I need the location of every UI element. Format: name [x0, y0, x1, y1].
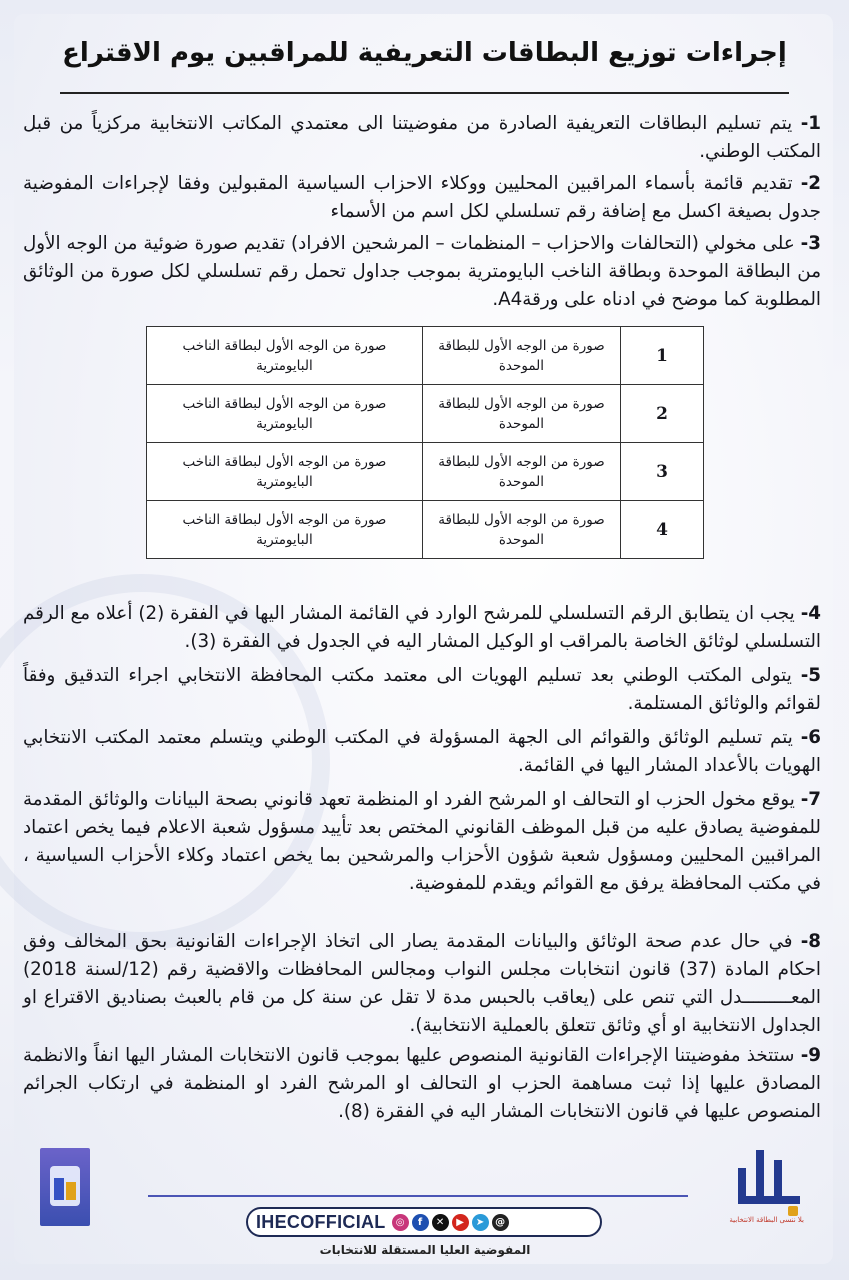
table-cell: صورة من الوجه الأول لبطاقة الناخب البايومترية: [147, 385, 423, 443]
row-number: 2: [621, 385, 704, 443]
ihec-logo: [40, 1148, 90, 1226]
logo-shape: [788, 1206, 798, 1216]
list-item: [23, 170, 821, 226]
item-text: يتم تسليم البطاقات التعريفية الصادرة من مفوضيتنا الى معتمدي المكاتب الانتخابية مركزياً من قبل المكتب الوطني.: [23, 113, 821, 162]
logo-shape: [756, 1150, 764, 1202]
logo-shape: [66, 1182, 76, 1200]
logo-shape: [54, 1178, 64, 1200]
table-cell: صورة من الوجه الأول لبطاقة الناخب البايومترية: [147, 501, 423, 559]
table-row: [147, 443, 704, 501]
list-item: [23, 662, 821, 718]
list-item: [23, 230, 821, 314]
row-number: 1: [621, 327, 704, 385]
item-text: يوقع مخول الحزب او التحالف او المرشح الفرد او المنظمة تعهد قانوني بصحة البيانات والوثائق المقدمة للمفوضية يصادق عليه من قبل الموظف القانوني المختص بعد تأييد مسؤول شعبة الاعلام فيما يخص اعتماد المراقبين المحليين ومسؤول شعبة شؤون الأحزاب والمرشحين بما يخص اعتماد وكلاء الأحزاب السياسية ، في مكتب المحافظة يرفق مع القوائم ويقدم للمفوضية.: [23, 789, 821, 894]
table-cell: صورة من الوجه الأول للبطاقة الموحدة: [422, 327, 620, 385]
row-number: 4: [621, 501, 704, 559]
facebook-icon[interactable]: f: [412, 1214, 429, 1231]
table-cell: صورة من الوجه الأول لبطاقة الناخب البايومترية: [147, 443, 423, 501]
item-number: 1-: [800, 113, 822, 134]
page-title: إجراءات توزيع البطاقات التعريفية للمراقبين يوم الاقتراع: [62, 38, 787, 68]
campaign-logo: [729, 1150, 804, 1230]
documents-table: [146, 326, 704, 559]
instagram-icon[interactable]: ◎: [392, 1214, 409, 1231]
item-text: ستتخذ مفوضيتنا الإجراءات القانونية المنصوص عليها بموجب قانون الانتخابات المشار اليها انفاً والانظمة المصادق عليها إذا ثبت مساهمة الحزب او التحالف او المرشح الفرد او المنظمة في ارتكاب الجرائم المنصوص عليها في قانون الانتخابات المشار اليه في الفقرة (8).: [23, 1045, 821, 1122]
telegram-icon[interactable]: ➤: [472, 1214, 489, 1231]
table-cell: صورة من الوجه الأول للبطاقة الموحدة: [422, 443, 620, 501]
table-cell: صورة من الوجه الأول للبطاقة الموحدة: [422, 385, 620, 443]
item-text: يتم تسليم الوثائق والقوائم الى الجهة المسؤولة في المكتب الوطني ويتسلم معتمد المكتب الانتخابي الهويات بالأعداد المشار اليها في القائمة.: [23, 727, 821, 776]
table-row: [147, 501, 704, 559]
x-icon[interactable]: ✕: [432, 1214, 449, 1231]
list-item: [23, 1042, 821, 1126]
item-number: 8-: [800, 931, 822, 952]
list-item: [23, 600, 821, 656]
list-item: [23, 724, 821, 780]
item-number: 6-: [800, 727, 822, 748]
footer-divider: [148, 1195, 688, 1197]
item-number: 9-: [800, 1045, 822, 1066]
item-number: 2-: [800, 173, 822, 194]
list-item: [23, 110, 821, 166]
logo-shape: [738, 1196, 800, 1204]
item-text: يجب ان يتطابق الرقم التسلسلي للمرشح الوارد في القائمة المشار اليها في الفقرة (2) أعلاه مع الرقم التسلسلي لوثائق الخاصة بالمراقب او الوكيل المشار اليه في الجدول في الفقرة (3).: [23, 603, 821, 652]
social-icons: [392, 1214, 509, 1231]
table-row: [147, 385, 704, 443]
social-bar: [246, 1207, 602, 1237]
item-text: على مخولي (التحالفات والاحزاب – المنظمات – المرشحين الافراد) تقديم صورة ضوئية من الوجه الأول من البطاقة الموحدة وبطاقة الناخب البايومترية بموجب جداول تحمل رقم تسلسلي لكل صورة من الوثائق المطلوبة كما موضح في ادناه على ورقةA4.: [23, 233, 821, 310]
item-number: 5-: [800, 665, 822, 686]
item-text: يتولى المكتب الوطني بعد تسليم الهويات الى معتمد مكتب المحافظة الانتخابي اجراء التدقيق وفقاً لقوائم والوثائق المستلمة.: [23, 665, 821, 714]
social-handle[interactable]: IHECOFFICIAL: [256, 1211, 386, 1232]
organization-name: المفوضية العليا المستقلة للانتخابات: [319, 1243, 531, 1257]
item-number: 7-: [800, 789, 822, 810]
item-number: 3-: [800, 233, 821, 254]
list-item: [23, 786, 821, 898]
table-cell: صورة من الوجه الأول لبطاقة الناخب البايومترية: [147, 327, 423, 385]
campaign-caption: بلا ننسى البطاقة الانتخابية: [729, 1216, 804, 1224]
item-number: 4-: [800, 603, 822, 624]
title-divider: [60, 92, 789, 94]
threads-icon[interactable]: @: [492, 1214, 509, 1231]
item-text: تقديم قائمة بأسماء المراقبين المحليين ووكلاء الاحزاب السياسية المقبولين وفقا لإجراءات المفوضية جدول بصيغة اكسل مع إضافة رقم تسلسلي لكل اسم من الأسماء: [23, 173, 821, 222]
youtube-icon[interactable]: ▶: [452, 1214, 469, 1231]
list-item: [23, 928, 821, 1040]
table-cell: صورة من الوجه الأول للبطاقة الموحدة: [422, 501, 620, 559]
table-row: [147, 327, 704, 385]
item-text: في حال عدم صحة الوثائق والبيانات المقدمة يصار الى اتخاذ الإجراءات القانونية بحق المخالف وفق احكام المادة (37) قانون انتخابات مجلس النواب ومجالس المحافظات والاقضية رقم (12/لسنة 2018) المعـــــــــدل التي تنص على (يعاقب بالحبس مدة لا تقل عن سنة كل من قام بالعبث بصناديق الاقتراع او الجداول الانتخابية او أي وثائق تتعلق بالعملية الانتخابية).: [23, 931, 821, 1036]
row-number: 3: [621, 443, 704, 501]
